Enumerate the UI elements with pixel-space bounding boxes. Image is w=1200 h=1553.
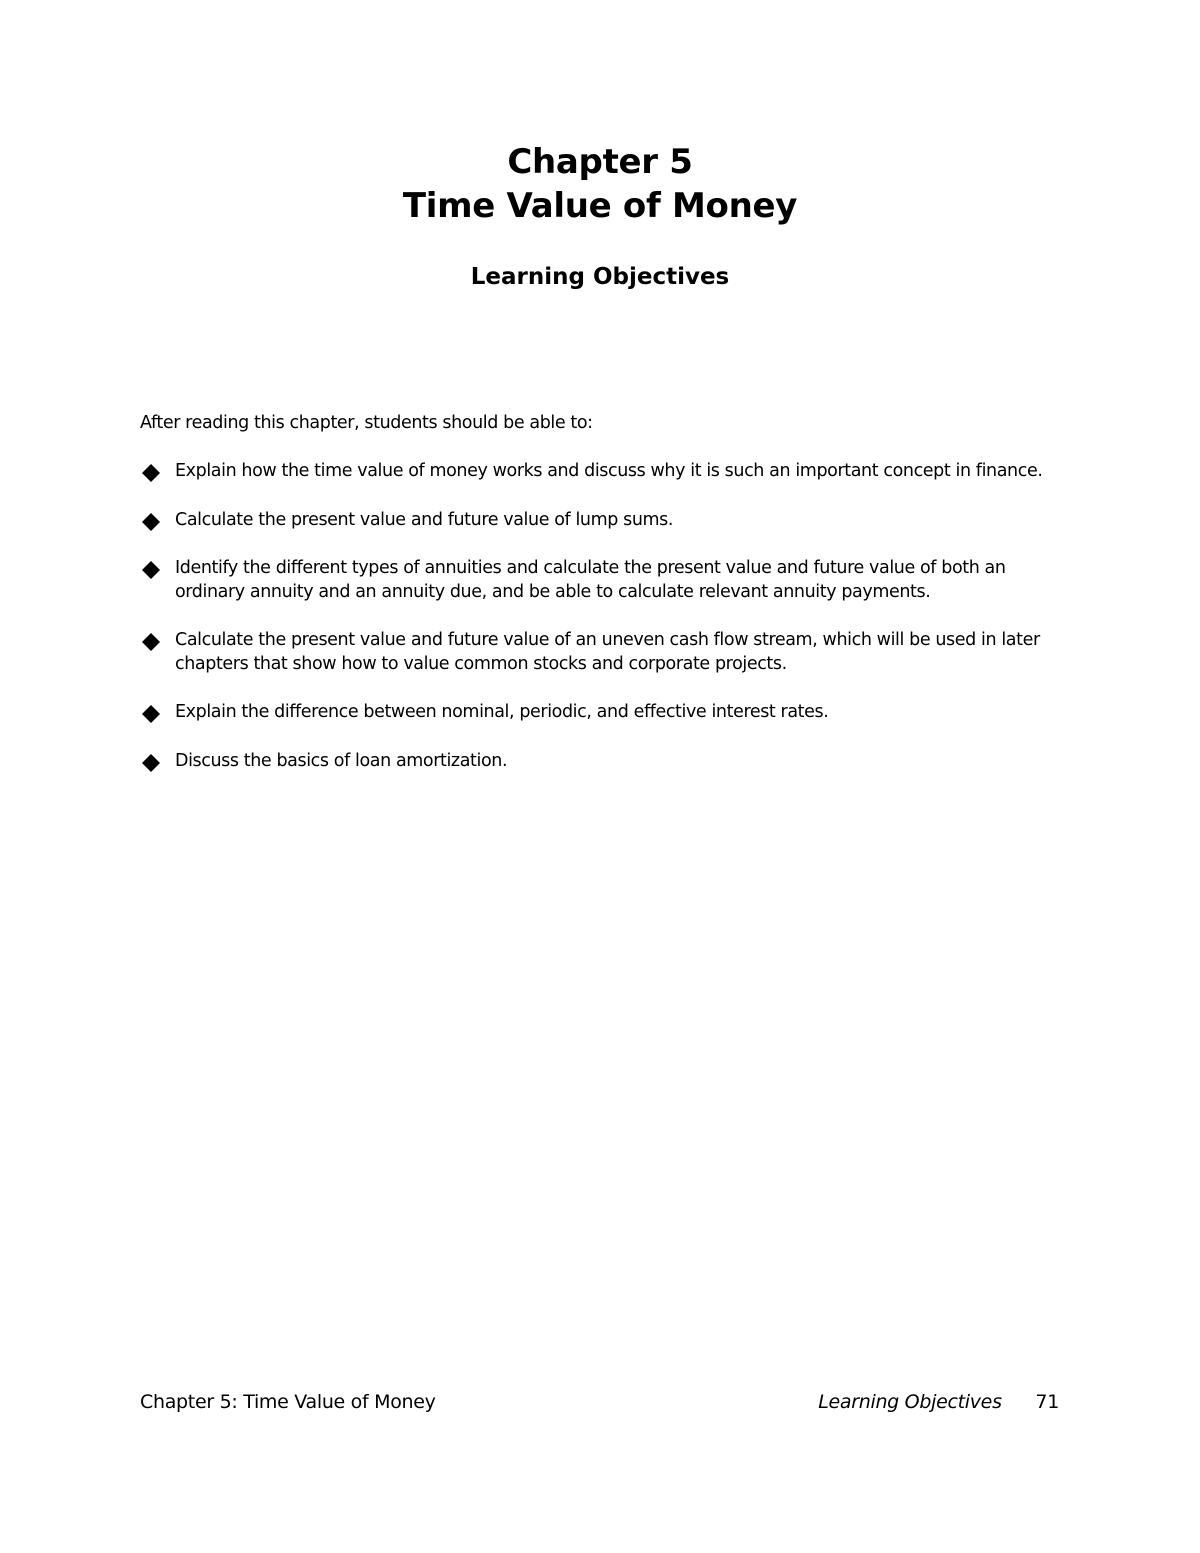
diamond-bullet-icon — [142, 633, 160, 651]
objective-text: Explain how the time value of money works and discuss why it is such an important concept in finance. — [175, 461, 1043, 481]
diamond-bullet-icon — [142, 464, 160, 482]
diamond-bullet-icon — [142, 513, 160, 531]
objectives-list — [140, 460, 1070, 798]
intro-text: After reading this chapter, students should be able to: — [140, 413, 593, 433]
objective-text: Explain the difference between nominal, periodic, and effective interest rates. — [175, 702, 829, 722]
objective-text: Identify the different types of annuities and calculate the present value and future value of both an ordinary annuity and an annuity due, and be able to calculate relevant annuity payments. — [175, 558, 1006, 602]
objective-item — [140, 557, 1070, 604]
chapter-number: Chapter 5 — [507, 142, 693, 182]
objective-text: Discuss the basics of loan amortization. — [175, 750, 508, 771]
diamond-bullet-icon — [142, 754, 160, 772]
footer-chapter-title: Chapter 5: Time Value of Money — [140, 1391, 436, 1413]
footer-section-title: Learning Objectives — [818, 1391, 1002, 1413]
objective-item — [140, 460, 1070, 484]
objective-item — [140, 701, 1070, 725]
objective-text: Calculate the present value and future value of an uneven cash flow stream, which will be used in later chapters that show how to value common stocks and corporate projects. — [175, 630, 1040, 674]
section-heading: Learning Objectives — [470, 264, 730, 290]
objective-item — [140, 750, 1070, 774]
objective-item — [140, 509, 1070, 533]
footer-right — [818, 1389, 1059, 1415]
page-number: 71 — [1035, 1391, 1059, 1413]
diamond-bullet-icon — [142, 705, 160, 723]
objective-item — [140, 629, 1070, 676]
objective-text: Calculate the present value and future value of lump sums. — [175, 509, 674, 530]
chapter-heading — [0, 140, 1200, 228]
chapter-title: Time Value of Money — [402, 186, 798, 226]
diamond-bullet-icon — [142, 561, 160, 579]
